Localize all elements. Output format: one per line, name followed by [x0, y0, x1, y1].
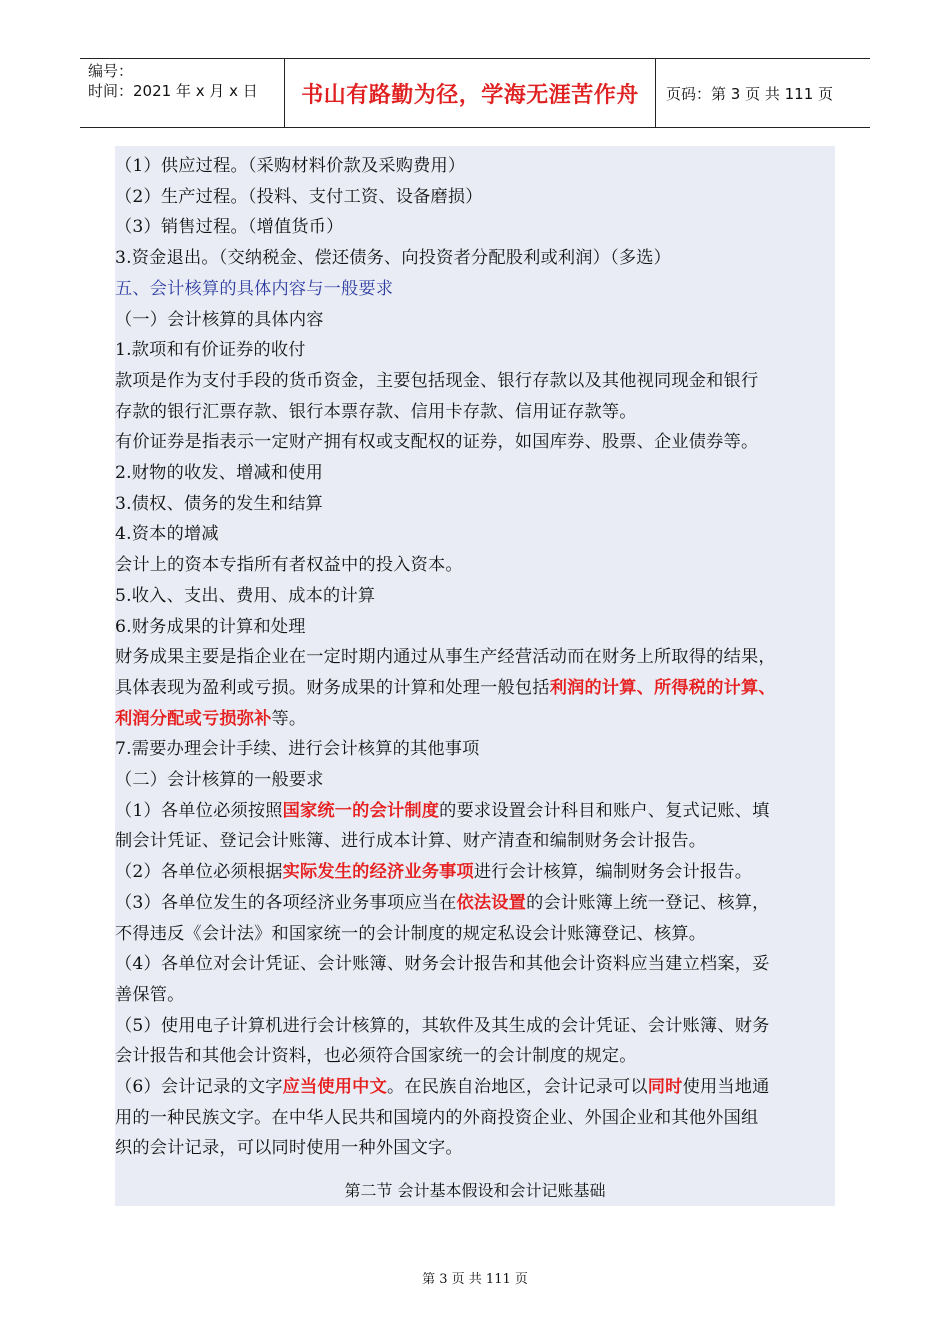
header-page-code: 页码：第 3 页 共 111 页	[666, 84, 834, 103]
text-segment: （3）各单位发生的各项经济业务事项应当在	[115, 892, 457, 913]
text-segment: （1）供应过程。（采购材料价款及采购费用）	[115, 156, 466, 176]
text-line	[115, 1011, 835, 1041]
text-segment: 善保管。	[115, 984, 185, 1005]
highlight-text: 同时	[647, 1077, 683, 1097]
text-segment: （2）各单位必须根据	[115, 862, 283, 883]
highlight-text: 实际发生的经济业务事项	[282, 862, 474, 883]
text-segment: （3）销售过程。（增值货币）	[115, 217, 344, 238]
text-line	[115, 949, 835, 979]
text-line	[115, 1133, 835, 1163]
highlight-text: 利润的计算、所得税的计算、	[549, 677, 776, 698]
text-line	[115, 489, 835, 519]
heading-text: 五、会计核算的具体内容与一般要求	[115, 278, 394, 299]
text-line	[115, 305, 835, 335]
section-title: 第二节 会计基本假设和会计记账基础	[344, 1181, 606, 1200]
text-line	[115, 826, 835, 856]
text-line	[115, 581, 835, 611]
text-segment: 进行会计核算，编制财务会计报告。	[473, 862, 753, 883]
text-segment: （4）各单位对会计凭证、会计账簿、财务会计报告和其他会计资料应当建立档案，妥	[115, 954, 770, 975]
text-line	[115, 612, 835, 642]
text-line	[115, 366, 835, 396]
document-body	[115, 146, 835, 1206]
text-segment: 会计上的资本专指所有者权益中的投入资本。	[115, 555, 463, 576]
text-segment: （二）会计核算的一般要求	[115, 770, 324, 790]
highlight-text: 国家统一的会计制度	[282, 800, 440, 821]
time-label: 时间：2021 年 x 月 x 日	[88, 82, 258, 100]
text-segment: 的要求设置会计科目和账户、复式记账、填	[439, 800, 770, 821]
text-line	[115, 1041, 835, 1071]
text-segment: 6.财务成果的计算和处理	[115, 616, 306, 637]
text-line	[115, 919, 835, 949]
text-segment: 存款的银行汇票存款、银行本票存款、信用卡存款、信用证存款等。	[115, 401, 637, 422]
text-segment: 2.财物的收发、增减和使用	[115, 463, 324, 483]
text-segment: （1）各单位必须按照	[115, 800, 283, 821]
text-segment: 1.款项和有价证券的收付	[115, 340, 306, 361]
text-segment: 会计报告和其他会计资料，也必须符合国家统一的会计制度的规定。	[115, 1046, 637, 1067]
page-footer: 第 3 页 共 111 页	[422, 1272, 528, 1287]
highlight-text: 利润分配或亏损弥补	[115, 708, 272, 729]
text-segment: 。在民族自治地区，会计记录可以	[386, 1077, 648, 1097]
text-line	[115, 397, 835, 427]
text-segment: 用的一种民族文字。在中华人民共和国境内的外商投资企业、外国企业和其他外国组	[115, 1107, 759, 1128]
text-segment: 不得违反《会计法》和国家统一的会计制度的规定私设会计账簿登记、核算。	[115, 923, 707, 944]
serial-label: 编号：	[88, 62, 134, 80]
header-meta	[80, 59, 285, 127]
highlight-text: 依法设置	[456, 892, 527, 913]
text-segment: （2）生产过程。（投料、支付工资、设备磨损）	[115, 186, 483, 207]
text-segment: 制会计凭证、登记会计账簿、进行成本计算、财产清查和编制财务会计报告。	[115, 831, 707, 852]
text-segment: 有价证券是指表示一定财产拥有权或支配权的证券，如国库券、股票、企业债券等。	[115, 432, 759, 453]
text-segment: 财务成果主要是指企业在一定时期内通过从事生产经营活动而在财务上所取得的结果，	[115, 647, 776, 668]
text-line	[115, 1072, 835, 1102]
text-segment: 使用当地通	[682, 1077, 770, 1097]
text-line	[115, 427, 835, 457]
text-segment: 的会计账簿上统一登记、核算，	[526, 892, 770, 913]
text-line	[115, 642, 835, 672]
text-line	[115, 519, 835, 549]
text-segment: （5）使用电子计算机进行会计核算的，其软件及其生成的会计凭证、会计账簿、财务	[115, 1015, 770, 1036]
text-segment: 4.资本的增减	[115, 524, 219, 545]
text-line	[115, 888, 835, 918]
text-line	[115, 980, 835, 1010]
text-line	[115, 274, 835, 304]
text-line	[115, 243, 835, 273]
text-line	[115, 151, 835, 181]
text-line	[115, 765, 835, 795]
header-motto: 书山有路勤为径，学海无涯苦作舟	[285, 59, 656, 127]
text-line	[115, 335, 835, 365]
text-segment: 具体表现为盈利或亏损。财务成果的计算和处理一般包括	[115, 677, 550, 698]
text-segment: 7.需要办理会计手续、进行会计核算的其他事项	[115, 739, 480, 760]
text-segment: （6）会计记录的文字	[115, 1077, 283, 1097]
text-segment: 5.收入、支出、费用、成本的计算	[115, 585, 376, 606]
text-line	[115, 704, 835, 734]
text-segment: 织的会计记录，可以同时使用一种外国文字。	[115, 1138, 463, 1159]
text-line	[115, 458, 835, 488]
text-line	[115, 1103, 835, 1133]
text-segment: 等。	[271, 708, 307, 729]
text-line	[115, 734, 835, 764]
text-line	[115, 182, 835, 212]
text-segment: 3.资金退出。（交纳税金、偿还债务、向投资者分配股利或利润）（多选）	[115, 248, 672, 269]
text-segment: 3.债权、债务的发生和结算	[115, 493, 324, 514]
highlight-text: 应当使用中文	[282, 1077, 387, 1097]
page-header	[80, 58, 870, 128]
text-segment: （一）会计核算的具体内容	[115, 309, 324, 330]
text-line	[115, 857, 835, 887]
text-line	[115, 796, 835, 826]
text-line	[115, 212, 835, 242]
text-line	[115, 673, 835, 703]
text-line	[115, 550, 835, 580]
text-segment: 款项是作为支付手段的货币资金，主要包括现金、银行存款以及其他视同现金和银行	[115, 370, 759, 391]
